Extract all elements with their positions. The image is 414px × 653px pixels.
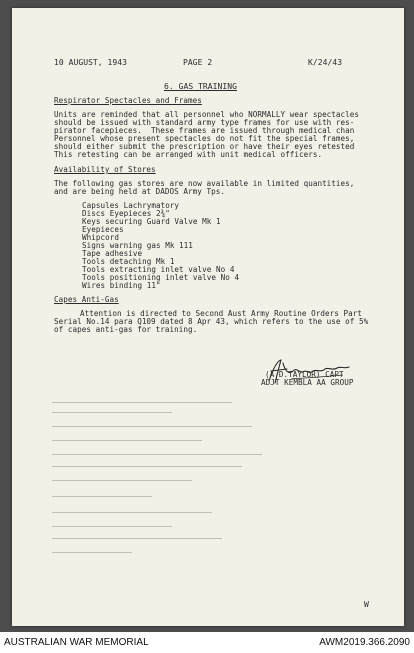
stores-item: Capsules Lachrymatory — [82, 201, 180, 210]
accession-number: AWM2019.366.2090 — [319, 637, 410, 648]
respirator-line: pirator facepieces. These frames are issued through medical chan — [54, 126, 355, 135]
stores-item: Wires binding 11" — [82, 281, 161, 290]
capes-line: Serial No.14 para Q109 dated 8 Apr 43, which refers to the use of 5% — [54, 317, 369, 326]
stores-heading: Availability of Stores — [54, 165, 156, 174]
signatory-name: (A.D.TAYLOR) CAPT — [265, 370, 344, 379]
stores-item: Tools detaching Mk 1 — [82, 257, 175, 266]
stores-item: Whipcord — [82, 233, 119, 242]
bottom-mark: W — [364, 600, 369, 609]
stores-item: Tools positioning inlet valve No 4 — [82, 273, 240, 282]
section-title: 6. GAS TRAINING — [164, 82, 237, 91]
show-through-line — [52, 526, 172, 527]
signatory-title: ADJT KEMBLA AA GROUP — [261, 378, 354, 387]
capes-heading: Capes Anti-Gas — [54, 295, 119, 304]
show-through-line — [52, 552, 132, 553]
show-through-line — [52, 538, 222, 539]
show-through-line — [52, 496, 152, 497]
stores-intro: The following gas stores are now available in limited quantities, — [54, 179, 355, 188]
respirator-line: This retesting can be arranged with unit medical officers. — [54, 150, 323, 159]
stores-item: Tape adhesive — [82, 249, 143, 258]
respirator-heading: Respirator Spectacles and Frames — [54, 96, 202, 105]
respirator-line: should be issued with standard army type frames for use with res- — [54, 118, 355, 127]
institution-label: AUSTRALIAN WAR MEMORIAL — [4, 637, 149, 648]
respirator-line: should either submit the prescription or have their eyes retested — [54, 142, 355, 151]
respirator-line: Personnel whose present spectacles do not fit the special frames, — [54, 134, 355, 143]
archive-footer — [0, 632, 414, 653]
stores-intro: and are being held at DADOS Army Tps. — [54, 187, 226, 196]
show-through-line — [52, 402, 232, 403]
header-page: PAGE 2 — [183, 58, 213, 67]
capes-line: Attention is directed to Second Aust Army Routine Orders Part — [80, 309, 362, 318]
capes-line: of capes anti-gas for training. — [54, 325, 198, 334]
header-ref: K/24/43 — [308, 58, 343, 67]
respirator-line: Units are reminded that all personnel who NORMALLY wear spectacles — [54, 110, 360, 119]
stores-item: Tools extracting inlet valve No 4 — [82, 265, 235, 274]
stores-item: Signs warning gas Mk 111 — [82, 241, 193, 250]
stores-item: Discs Eyepieces 2¾" — [82, 209, 170, 218]
show-through-line — [52, 466, 242, 467]
show-through-line — [52, 440, 202, 441]
document-page — [12, 8, 404, 626]
show-through-line — [52, 512, 212, 513]
show-through-line — [52, 480, 192, 481]
show-through-line — [52, 426, 252, 427]
show-through-line — [52, 454, 262, 455]
show-through-line — [52, 412, 172, 413]
header-date: 10 AUGUST, 1943 — [54, 58, 127, 67]
stores-item: Eyepieces — [82, 225, 124, 234]
stores-item: Keys securing Guard Valve Mk 1 — [82, 217, 221, 226]
